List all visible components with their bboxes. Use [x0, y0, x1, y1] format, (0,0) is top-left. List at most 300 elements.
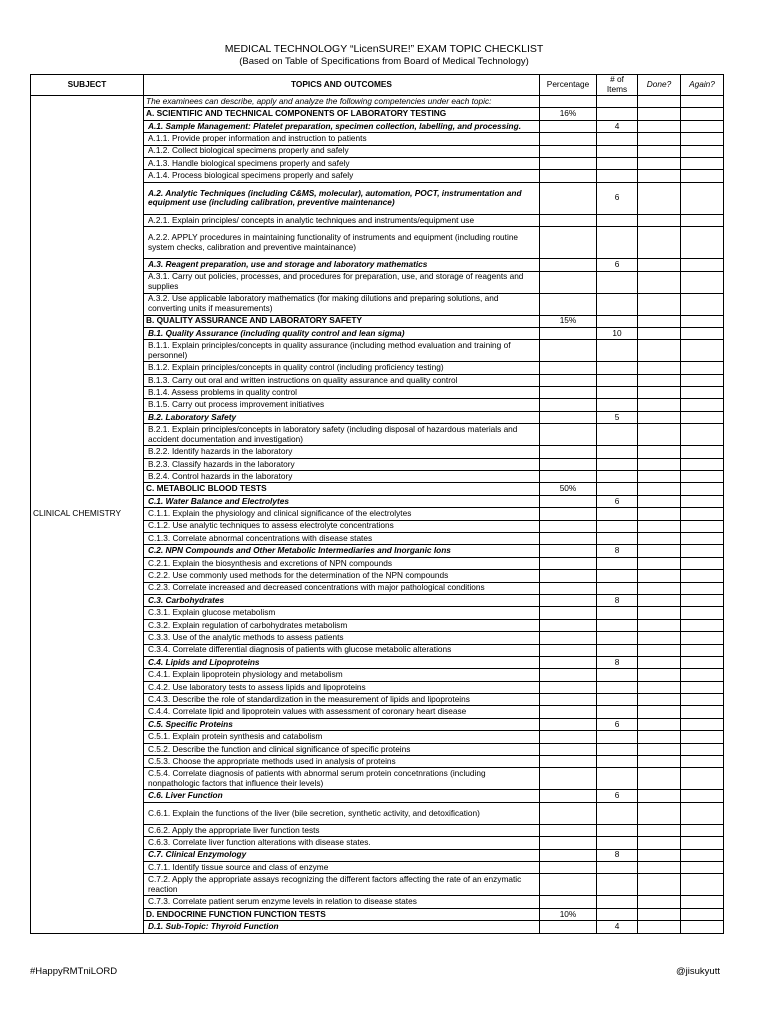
topic-cell: B.2.4. Control hazards in the laboratory: [144, 471, 540, 483]
done-checkbox-cell[interactable]: [638, 133, 681, 145]
col-header-topics: TOPICS AND OUTCOMES: [144, 75, 540, 96]
again-checkbox-cell[interactable]: [681, 669, 724, 681]
percentage-cell: [540, 133, 597, 145]
table-row: [31, 96, 724, 108]
topic-cell: C.3. Carbohydrates: [144, 594, 540, 606]
percentage-cell: [540, 545, 597, 557]
again-checkbox-cell[interactable]: [681, 656, 724, 668]
again-checkbox-cell[interactable]: [681, 120, 724, 132]
percentage-cell: 50%: [540, 483, 597, 495]
again-checkbox-cell[interactable]: [681, 214, 724, 226]
topic-cell: C.1.3. Correlate abnormal concentrations with disease states: [144, 532, 540, 544]
done-checkbox-cell[interactable]: [638, 471, 681, 483]
again-checkbox-cell[interactable]: [681, 259, 724, 271]
topic-cell: B.1.2. Explain principles/concepts in quality control (including proficiency testing): [144, 362, 540, 374]
percentage-cell: [540, 157, 597, 169]
again-checkbox-cell[interactable]: [681, 644, 724, 656]
done-checkbox-cell[interactable]: [638, 545, 681, 557]
items-cell: [597, 271, 638, 293]
percentage-cell: [540, 768, 597, 790]
again-checkbox-cell[interactable]: [681, 157, 724, 169]
again-checkbox-cell[interactable]: [681, 908, 724, 920]
percentage-cell: [540, 259, 597, 271]
percentage-cell: [540, 340, 597, 362]
done-checkbox-cell[interactable]: [638, 908, 681, 920]
again-checkbox-cell[interactable]: [681, 133, 724, 145]
done-checkbox-cell[interactable]: [638, 802, 681, 824]
done-checkbox-cell[interactable]: [638, 411, 681, 423]
items-cell: [597, 896, 638, 908]
topic-cell: C.3.1. Explain glucose metabolism: [144, 607, 540, 619]
done-checkbox-cell[interactable]: [638, 271, 681, 293]
col-header-done: Done?: [638, 75, 681, 96]
topic-cell: B.1.4. Assess problems in quality control: [144, 387, 540, 399]
percentage-cell: [540, 644, 597, 656]
percentage-cell: [540, 458, 597, 470]
done-checkbox-cell[interactable]: [638, 387, 681, 399]
percentage-cell: [540, 790, 597, 802]
again-checkbox-cell[interactable]: [681, 387, 724, 399]
col-header-percentage: Percentage: [540, 75, 597, 96]
items-cell: [597, 424, 638, 446]
topic-cell: C.4.3. Describe the role of standardization in the measurement of lipids and lipoproteins: [144, 694, 540, 706]
table-header-row: [31, 75, 724, 96]
again-checkbox-cell[interactable]: [681, 570, 724, 582]
again-checkbox-cell[interactable]: [681, 293, 724, 315]
percentage-cell: [540, 495, 597, 507]
topic-cell: C.1.1. Explain the physiology and clinical significance of the electrolytes: [144, 508, 540, 520]
again-checkbox-cell[interactable]: [681, 607, 724, 619]
again-checkbox-cell[interactable]: [681, 508, 724, 520]
done-checkbox-cell[interactable]: [638, 824, 681, 836]
done-checkbox-cell[interactable]: [638, 681, 681, 693]
percentage-cell: [540, 214, 597, 226]
percentage-cell: [540, 96, 597, 108]
percentage-cell: [540, 824, 597, 836]
topic-cell: C.3.4. Correlate differential diagnosis of patients with glucose metabolic alterations: [144, 644, 540, 656]
items-cell: 4: [597, 120, 638, 132]
done-checkbox-cell[interactable]: [638, 656, 681, 668]
done-checkbox-cell[interactable]: [638, 424, 681, 446]
done-checkbox-cell[interactable]: [638, 669, 681, 681]
done-checkbox-cell[interactable]: [638, 293, 681, 315]
percentage-cell: [540, 921, 597, 933]
done-checkbox-cell[interactable]: [638, 849, 681, 861]
items-cell: [597, 471, 638, 483]
again-checkbox-cell[interactable]: [681, 874, 724, 896]
topic-cell: C.6.3. Correlate liver function alterations with disease states.: [144, 837, 540, 849]
topic-cell: B.1.3. Carry out oral and written instructions on quality assurance and quality control: [144, 374, 540, 386]
topic-cell: A.2.1. Explain principles/ concepts in analytic techniques and instruments/equipment use: [144, 214, 540, 226]
done-checkbox-cell[interactable]: [638, 607, 681, 619]
again-checkbox-cell[interactable]: [681, 921, 724, 933]
topic-cell: C.5.3. Choose the appropriate methods used in analysis of proteins: [144, 756, 540, 768]
items-cell: 8: [597, 849, 638, 861]
again-checkbox-cell[interactable]: [681, 582, 724, 594]
done-checkbox-cell[interactable]: [638, 458, 681, 470]
again-checkbox-cell[interactable]: [681, 145, 724, 157]
done-checkbox-cell[interactable]: [638, 874, 681, 896]
topic-cell: C.7. Clinical Enzymology: [144, 849, 540, 861]
footer-handle: @jisukyutt: [676, 966, 720, 977]
percentage-cell: [540, 120, 597, 132]
topic-cell: A.2. Analytic Techniques (including C&MS, molecular), automation, POCT, instrumentation and equipment use (including calibration, preventive maintenance): [144, 182, 540, 214]
done-checkbox-cell[interactable]: [638, 362, 681, 374]
percentage-cell: [540, 557, 597, 569]
done-checkbox-cell[interactable]: [638, 483, 681, 495]
done-checkbox-cell[interactable]: [638, 861, 681, 873]
again-checkbox-cell[interactable]: [681, 896, 724, 908]
again-checkbox-cell[interactable]: [681, 315, 724, 327]
again-checkbox-cell[interactable]: [681, 170, 724, 182]
again-checkbox-cell[interactable]: [681, 756, 724, 768]
done-checkbox-cell[interactable]: [638, 619, 681, 631]
items-cell: [597, 227, 638, 259]
percentage-cell: [540, 570, 597, 582]
done-checkbox-cell[interactable]: [638, 718, 681, 730]
done-checkbox-cell[interactable]: [638, 145, 681, 157]
again-checkbox-cell[interactable]: [681, 446, 724, 458]
topic-cell: C.2.2. Use commonly used methods for the determination of the NPN compounds: [144, 570, 540, 582]
items-cell: [597, 837, 638, 849]
topic-cell: A.1. Sample Management: Platelet preparation, specimen collection, labelling, and processing.: [144, 120, 540, 132]
topic-cell: D. ENDOCRINE FUNCTION FUNCTION TESTS: [144, 908, 540, 920]
items-cell: [597, 170, 638, 182]
percentage-cell: [540, 471, 597, 483]
document-subtitle: (Based on Table of Specifications from Board of Medical Technology): [239, 56, 529, 67]
items-cell: [597, 644, 638, 656]
items-cell: 8: [597, 594, 638, 606]
topic-cell: A. SCIENTIFIC AND TECHNICAL COMPONENTS OF LABORATORY TESTING: [144, 108, 540, 120]
again-checkbox-cell[interactable]: [681, 182, 724, 214]
items-cell: [597, 508, 638, 520]
topic-cell: C.3.2. Explain regulation of carbohydrates metabolism: [144, 619, 540, 631]
topic-cell: C.5. Specific Proteins: [144, 718, 540, 730]
again-checkbox-cell[interactable]: [681, 483, 724, 495]
done-checkbox-cell[interactable]: [638, 632, 681, 644]
topic-cell: D.1. Sub-Topic: Thyroid Function: [144, 921, 540, 933]
col-header-subject: SUBJECT: [31, 75, 144, 96]
topic-cell: B. QUALITY ASSURANCE AND LABORATORY SAFETY: [144, 315, 540, 327]
percentage-cell: 16%: [540, 108, 597, 120]
topic-cell: C.1. Water Balance and Electrolytes: [144, 495, 540, 507]
percentage-cell: [540, 293, 597, 315]
done-checkbox-cell[interactable]: [638, 120, 681, 132]
topic-cell: C.5.2. Describe the function and clinical significance of specific proteins: [144, 743, 540, 755]
percentage-cell: [540, 896, 597, 908]
topic-cell: A.1.2. Collect biological specimens properly and safely: [144, 145, 540, 157]
items-cell: [597, 446, 638, 458]
again-checkbox-cell[interactable]: [681, 271, 724, 293]
done-checkbox-cell[interactable]: [638, 96, 681, 108]
done-checkbox-cell[interactable]: [638, 315, 681, 327]
done-checkbox-cell[interactable]: [638, 837, 681, 849]
topic-cell: A.3.2. Use applicable laboratory mathematics (for making dilutions and preparing solutions, and converting units if measurements): [144, 293, 540, 315]
topic-cell: C.5.4. Correlate diagnosis of patients with abnormal serum protein concetnrations (including nonpathologic factors that influence their levels): [144, 768, 540, 790]
topic-cell: A.1.4. Process biological specimens properly and safely: [144, 170, 540, 182]
items-cell: [597, 214, 638, 226]
percentage-cell: [540, 718, 597, 730]
percentage-cell: [540, 170, 597, 182]
done-checkbox-cell[interactable]: [638, 157, 681, 169]
percentage-cell: [540, 594, 597, 606]
topic-cell: A.1.3. Handle biological specimens properly and safely: [144, 157, 540, 169]
again-checkbox-cell[interactable]: [681, 837, 724, 849]
done-checkbox-cell[interactable]: [638, 743, 681, 755]
col-header-again: Again?: [681, 75, 724, 96]
items-cell: [597, 458, 638, 470]
again-checkbox-cell[interactable]: [681, 706, 724, 718]
items-cell: [597, 824, 638, 836]
again-checkbox-cell[interactable]: [681, 802, 724, 824]
done-checkbox-cell[interactable]: [638, 731, 681, 743]
items-cell: [597, 706, 638, 718]
items-cell: [597, 133, 638, 145]
items-cell: [597, 619, 638, 631]
topic-cell: C.4.2. Use laboratory tests to assess lipids and lipoproteins: [144, 681, 540, 693]
again-checkbox-cell[interactable]: [681, 471, 724, 483]
again-checkbox-cell[interactable]: [681, 520, 724, 532]
percentage-cell: [540, 387, 597, 399]
again-checkbox-cell[interactable]: [681, 594, 724, 606]
topic-cell: A.3. Reagent preparation, use and storage and laboratory mathematics: [144, 259, 540, 271]
topic-cell: A.3.1. Carry out policies, processes, and procedures for preparation, use, and storage of reagents and supplies: [144, 271, 540, 293]
done-checkbox-cell[interactable]: [638, 706, 681, 718]
done-checkbox-cell[interactable]: [638, 508, 681, 520]
items-cell: [597, 532, 638, 544]
done-checkbox-cell[interactable]: [638, 570, 681, 582]
topic-cell: C.4. Lipids and Lipoproteins: [144, 656, 540, 668]
percentage-cell: [540, 399, 597, 411]
items-cell: [597, 743, 638, 755]
items-cell: 6: [597, 718, 638, 730]
topic-cell: A.1.1. Provide proper information and instruction to patients: [144, 133, 540, 145]
again-checkbox-cell[interactable]: [681, 411, 724, 423]
items-cell: [597, 570, 638, 582]
topic-cell: C.2. NPN Compounds and Other Metabolic Intermediaries and Inorganic Ions: [144, 545, 540, 557]
footer-hashtag: #HappyRMTniLORD: [30, 966, 118, 977]
items-cell: [597, 731, 638, 743]
done-checkbox-cell[interactable]: [638, 790, 681, 802]
percentage-cell: [540, 182, 597, 214]
percentage-cell: [540, 731, 597, 743]
items-cell: [597, 96, 638, 108]
topic-cell: B.2.3. Classify hazards in the laboratory: [144, 458, 540, 470]
done-checkbox-cell[interactable]: [638, 694, 681, 706]
percentage-cell: [540, 582, 597, 594]
percentage-cell: 15%: [540, 315, 597, 327]
percentage-cell: [540, 145, 597, 157]
items-cell: [597, 694, 638, 706]
percentage-cell: [540, 327, 597, 339]
again-checkbox-cell[interactable]: [681, 532, 724, 544]
items-cell: 6: [597, 182, 638, 214]
percentage-cell: [540, 374, 597, 386]
again-checkbox-cell[interactable]: [681, 227, 724, 259]
items-cell: [597, 315, 638, 327]
items-cell: [597, 387, 638, 399]
items-cell: 6: [597, 790, 638, 802]
items-cell: [597, 145, 638, 157]
done-checkbox-cell[interactable]: [638, 227, 681, 259]
percentage-cell: [540, 362, 597, 374]
again-checkbox-cell[interactable]: [681, 458, 724, 470]
done-checkbox-cell[interactable]: [638, 520, 681, 532]
percentage-cell: [540, 849, 597, 861]
done-checkbox-cell[interactable]: [638, 495, 681, 507]
items-cell: [597, 362, 638, 374]
items-cell: 4: [597, 921, 638, 933]
done-checkbox-cell[interactable]: [638, 374, 681, 386]
topic-cell: C.2.1. Explain the biosynthesis and excretions of NPN compounds: [144, 557, 540, 569]
done-checkbox-cell[interactable]: [638, 259, 681, 271]
percentage-cell: [540, 632, 597, 644]
again-checkbox-cell[interactable]: [681, 374, 724, 386]
percentage-cell: [540, 508, 597, 520]
again-checkbox-cell[interactable]: [681, 790, 724, 802]
items-cell: [597, 557, 638, 569]
done-checkbox-cell[interactable]: [638, 768, 681, 790]
done-checkbox-cell[interactable]: [638, 214, 681, 226]
items-cell: [597, 607, 638, 619]
percentage-cell: [540, 681, 597, 693]
items-cell: [597, 520, 638, 532]
topic-cell: C.3.3. Use of the analytic methods to assess patients: [144, 632, 540, 644]
topic-cell: C.6.2. Apply the appropriate liver function tests: [144, 824, 540, 836]
items-cell: [597, 157, 638, 169]
percentage-cell: [540, 837, 597, 849]
topic-cell: B.2. Laboratory Safety: [144, 411, 540, 423]
again-checkbox-cell[interactable]: [681, 399, 724, 411]
items-cell: [597, 908, 638, 920]
items-cell: [597, 632, 638, 644]
col-header-items: # of Items: [597, 75, 638, 96]
items-cell: [597, 293, 638, 315]
items-cell: [597, 768, 638, 790]
topic-cell: C.1.2. Use analytic techniques to assess electrolyte concentrations: [144, 520, 540, 532]
again-checkbox-cell[interactable]: [681, 495, 724, 507]
items-cell: 6: [597, 259, 638, 271]
items-cell: 6: [597, 495, 638, 507]
topic-cell: The examinees can describe, apply and analyze the following competencies under each topic:: [144, 96, 540, 108]
again-checkbox-cell[interactable]: [681, 108, 724, 120]
done-checkbox-cell[interactable]: [638, 582, 681, 594]
topic-cell: B.1.5. Carry out process improvement initiatives: [144, 399, 540, 411]
topic-cell: B.2.2. Identify hazards in the laboratory: [144, 446, 540, 458]
again-checkbox-cell[interactable]: [681, 824, 724, 836]
topic-checklist-table: [30, 74, 724, 934]
again-checkbox-cell[interactable]: [681, 632, 724, 644]
percentage-cell: [540, 424, 597, 446]
done-checkbox-cell[interactable]: [638, 896, 681, 908]
again-checkbox-cell[interactable]: [681, 340, 724, 362]
percentage-cell: [540, 756, 597, 768]
items-cell: [597, 374, 638, 386]
again-checkbox-cell[interactable]: [681, 96, 724, 108]
percentage-cell: [540, 271, 597, 293]
done-checkbox-cell[interactable]: [638, 921, 681, 933]
topic-cell: A.2.2. APPLY procedures in maintaining functionality of instruments and equipment (including routine system checks, calibration and preventive maintainance): [144, 227, 540, 259]
subject-cell: CLINICAL CHEMISTRY: [31, 96, 144, 934]
items-cell: [597, 861, 638, 873]
percentage-cell: [540, 532, 597, 544]
items-cell: [597, 681, 638, 693]
done-checkbox-cell[interactable]: [638, 327, 681, 339]
again-checkbox-cell[interactable]: [681, 768, 724, 790]
done-checkbox-cell[interactable]: [638, 532, 681, 544]
topic-cell: B.1.1. Explain principles/concepts in quality assurance (including method evaluation and training of personnel): [144, 340, 540, 362]
done-checkbox-cell[interactable]: [638, 644, 681, 656]
items-cell: [597, 756, 638, 768]
again-checkbox-cell[interactable]: [681, 362, 724, 374]
items-cell: [597, 483, 638, 495]
percentage-cell: [540, 669, 597, 681]
again-checkbox-cell[interactable]: [681, 557, 724, 569]
items-cell: 8: [597, 656, 638, 668]
percentage-cell: [540, 802, 597, 824]
document-title: MEDICAL TECHNOLOGY “LicenSURE!” EXAM TOPIC CHECKLIST: [224, 43, 544, 55]
done-checkbox-cell[interactable]: [638, 756, 681, 768]
again-checkbox-cell[interactable]: [681, 619, 724, 631]
items-cell: [597, 582, 638, 594]
percentage-cell: [540, 619, 597, 631]
done-checkbox-cell[interactable]: [638, 108, 681, 120]
items-cell: [597, 399, 638, 411]
again-checkbox-cell[interactable]: [681, 694, 724, 706]
done-checkbox-cell[interactable]: [638, 170, 681, 182]
again-checkbox-cell[interactable]: [681, 681, 724, 693]
percentage-cell: [540, 694, 597, 706]
items-cell: [597, 802, 638, 824]
percentage-cell: [540, 411, 597, 423]
topic-cell: C.7.2. Apply the appropriate assays recognizing the different factors affecting the rate of an enzymatic reaction: [144, 874, 540, 896]
percentage-cell: [540, 874, 597, 896]
topic-cell: C.6. Liver Function: [144, 790, 540, 802]
again-checkbox-cell[interactable]: [681, 743, 724, 755]
items-cell: [597, 874, 638, 896]
again-checkbox-cell[interactable]: [681, 718, 724, 730]
items-cell: 5: [597, 411, 638, 423]
done-checkbox-cell[interactable]: [638, 557, 681, 569]
again-checkbox-cell[interactable]: [681, 424, 724, 446]
done-checkbox-cell[interactable]: [638, 446, 681, 458]
items-cell: [597, 340, 638, 362]
percentage-cell: [540, 861, 597, 873]
percentage-cell: [540, 706, 597, 718]
done-checkbox-cell[interactable]: [638, 399, 681, 411]
items-cell: [597, 669, 638, 681]
again-checkbox-cell[interactable]: [681, 545, 724, 557]
done-checkbox-cell[interactable]: [638, 340, 681, 362]
topic-cell: B.2.1. Explain principles/concepts in laboratory safety (including disposal of hazardous materials and accident documentation and investigation): [144, 424, 540, 446]
topic-cell: C.6.1. Explain the functions of the liver (bile secretion, synthetic activity, and detoxification): [144, 802, 540, 824]
percentage-cell: [540, 607, 597, 619]
again-checkbox-cell[interactable]: [681, 327, 724, 339]
again-checkbox-cell[interactable]: [681, 861, 724, 873]
percentage-cell: [540, 227, 597, 259]
done-checkbox-cell[interactable]: [638, 594, 681, 606]
done-checkbox-cell[interactable]: [638, 182, 681, 214]
percentage-cell: [540, 520, 597, 532]
percentage-cell: 10%: [540, 908, 597, 920]
topic-cell: C.2.3. Correlate increased and decreased concentrations with major pathological conditions: [144, 582, 540, 594]
again-checkbox-cell[interactable]: [681, 849, 724, 861]
again-checkbox-cell[interactable]: [681, 731, 724, 743]
topic-cell: C.4.1. Explain lipoprotein physiology and metabolism: [144, 669, 540, 681]
topic-cell: C.7.1. Identify tissue source and class of enzyme: [144, 861, 540, 873]
items-cell: [597, 108, 638, 120]
percentage-cell: [540, 446, 597, 458]
